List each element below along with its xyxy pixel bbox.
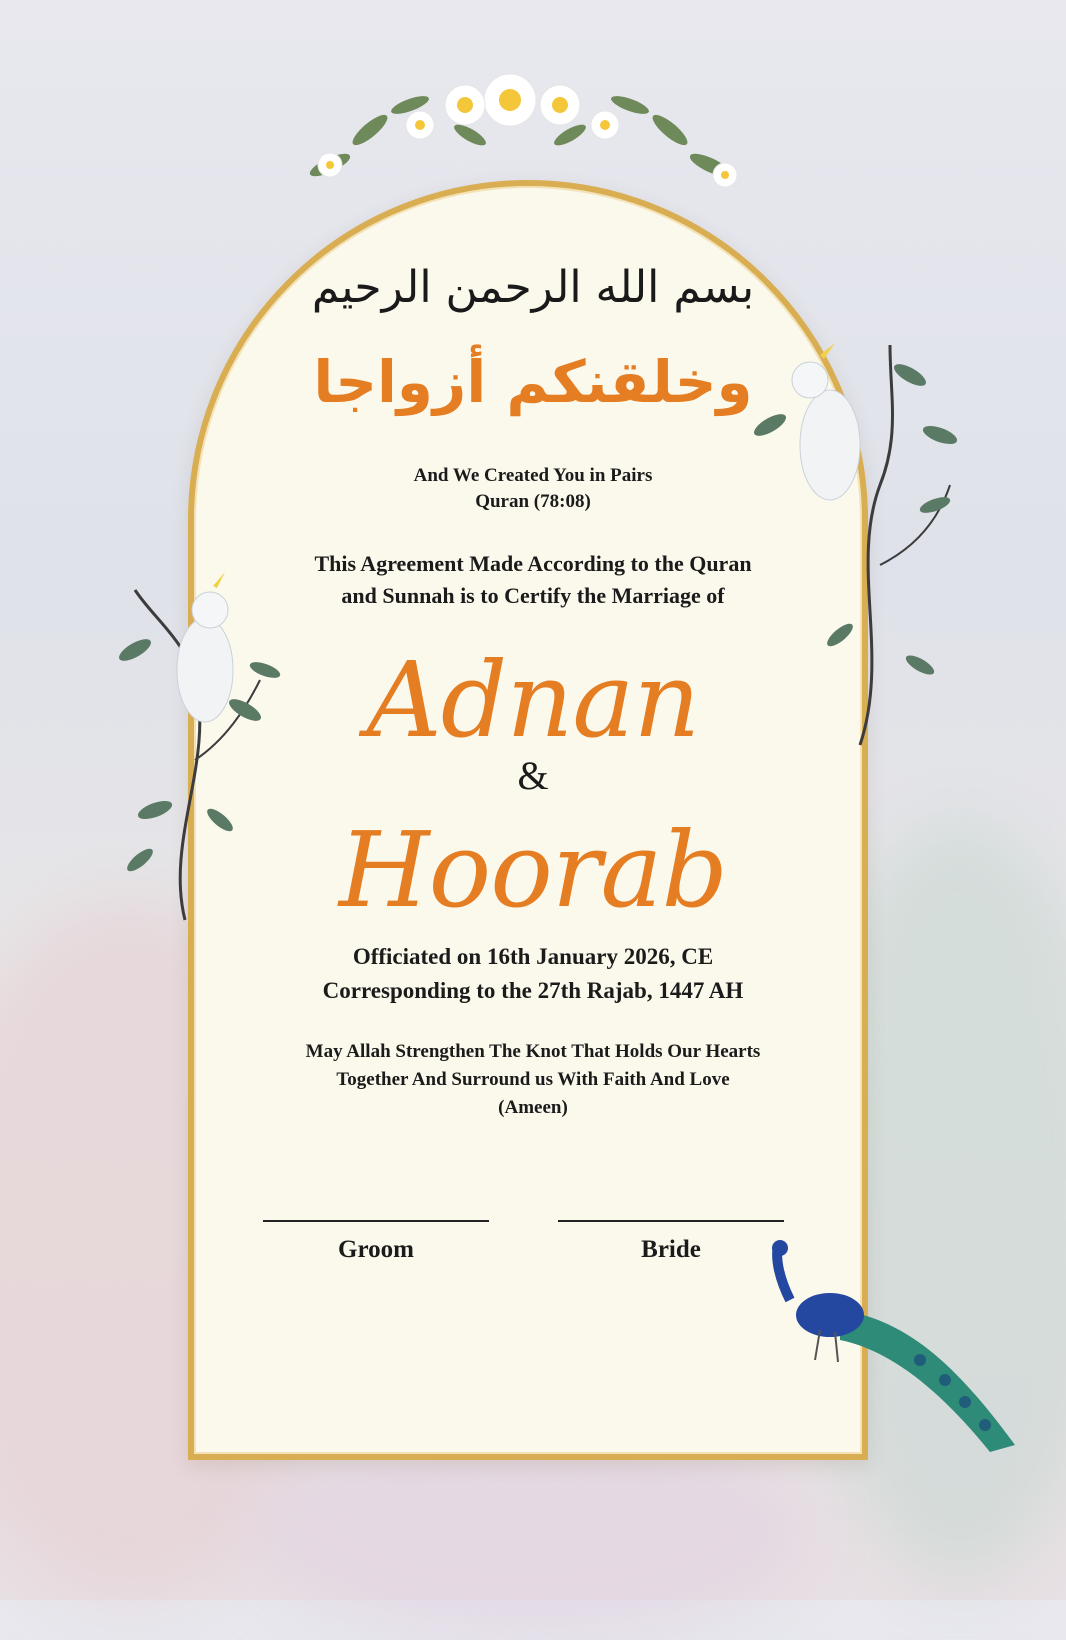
intro-line-1: This Agreement Made According to the Quran xyxy=(314,551,752,576)
prayer-line-2: Together And Surround us With Faith And Love xyxy=(336,1069,730,1090)
bride-signature-line[interactable] xyxy=(558,1220,784,1222)
floral-crown-illustration xyxy=(270,55,770,205)
verse-reference: Quran (78:08) xyxy=(475,491,591,512)
groom-signature-block xyxy=(263,1220,489,1264)
intro-block xyxy=(0,548,1066,612)
ayah-calligraphy: وخلقنكم أزواجا xyxy=(313,348,753,416)
groom-name: Adnan xyxy=(366,639,700,761)
prayer-block xyxy=(0,1038,1066,1122)
bride-signature-label: Bride xyxy=(641,1236,701,1263)
verse-block xyxy=(0,463,1066,515)
verse-translation: And We Created You in Pairs xyxy=(413,465,653,486)
groom-signature-label: Groom xyxy=(338,1236,414,1263)
peacock-illustration xyxy=(760,1240,1030,1460)
bride-signature-block xyxy=(558,1220,784,1264)
prayer-line-1: May Allah Strengthen The Knot That Holds Our Hearts xyxy=(305,1041,761,1062)
date-line-2: Corresponding to the 27th Rajab, 1447 AH xyxy=(322,978,744,1003)
intro-line-2: and Sunnah is to Certify the Marriage of xyxy=(341,583,725,608)
groom-signature-line[interactable] xyxy=(263,1220,489,1222)
date-block xyxy=(0,940,1066,1008)
prayer-line-3: (Ameen) xyxy=(498,1097,568,1118)
bride-name: Hoorab xyxy=(338,809,728,931)
date-line-1: Officiated on 16th January 2026, CE xyxy=(352,944,714,969)
ampersand: & xyxy=(517,753,549,798)
bismillah-calligraphy: بسم الله الرحمن الرحيم xyxy=(311,262,755,313)
